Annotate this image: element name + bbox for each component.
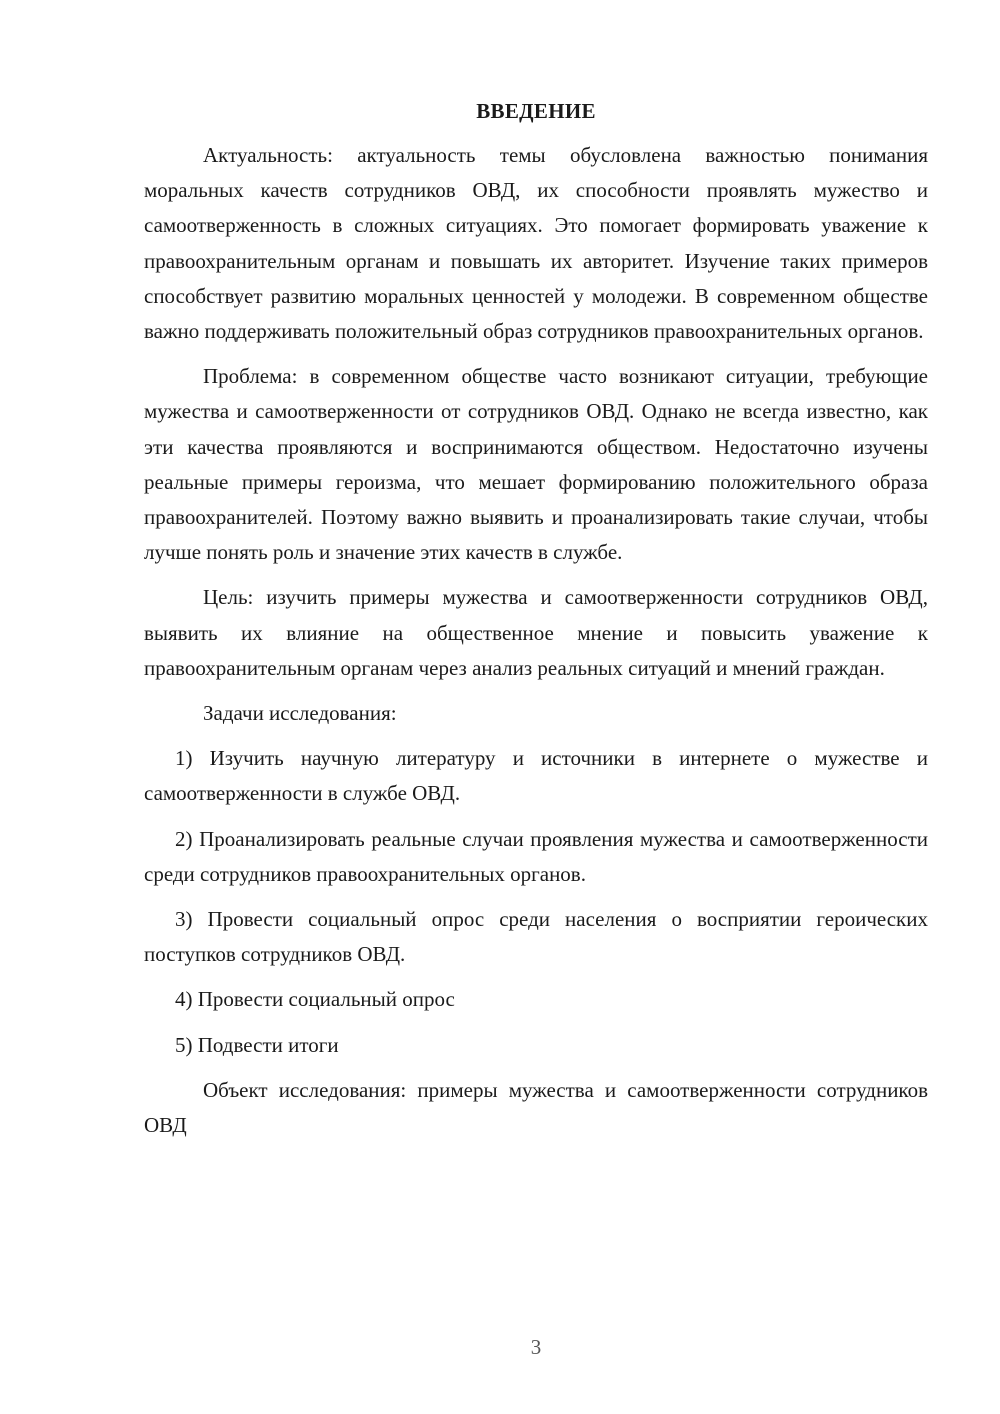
list-item-task-2: 2) Проанализировать реальные случаи проявления мужества и самоотверженности среди сотрудников правоохранительных органов. <box>144 826 928 886</box>
page-content <box>144 96 928 1153</box>
list-item-task-5: 5) Подвести итоги <box>175 1032 339 1057</box>
list-item-task-3: 3) Провести социальный опрос среди населения о восприятии героических поступков сотрудников ОВД. <box>144 907 928 967</box>
paragraph-goal: Цель: изучить примеры мужества и самоотверженности сотрудников ОВД, выявить их влияние на общественное мнение и повысить уважение к правоохранительным органам через анализ реальных ситуаций и мнений граждан. <box>144 585 928 680</box>
paragraph-problem: Проблема: в современном обществе часто возникают ситуации, требующие мужества и самоотверженности от сотрудников ОВД. Однако не всегда известно, как эти качества проявляются и воспринимаются обществом. Недостаточно изучены реальные примеры героизма, что мешает формированию положительного образа правоохранителей. Поэтому важно выявить и проанализировать такие случаи, чтобы лучше понять роль и значение этих качеств в службе. <box>144 364 928 565</box>
paragraph-relevance: Актуальность: актуальность темы обусловлена важностью понимания моральных качеств сотрудников ОВД, их способности проявлять мужество и самоотверженность в сложных ситуациях. Это помогает формировать уважение к правоохранительным органам и повышать их авторитет. Изучение таких примеров способствует развитию моральных ценностей у молодежи. В современном обществе важно поддерживать положительный образ сотрудников правоохранительных органов. <box>144 143 928 344</box>
paragraph-object: Объект исследования: примеры мужества и самоотверженности сотрудников ОВД <box>144 1077 928 1138</box>
page-title: ВВЕДЕНИЕ <box>476 99 596 123</box>
list-item-task-4: 4) Провести социальный опрос <box>175 987 455 1012</box>
paragraph-tasks-heading: Задачи исследования: <box>203 701 397 726</box>
page-number: 3 <box>530 1335 542 1359</box>
list-item-task-1: 1) Изучить научную литературу и источники в интернете о мужестве и самоотверженности в службе ОВД. <box>144 746 928 806</box>
